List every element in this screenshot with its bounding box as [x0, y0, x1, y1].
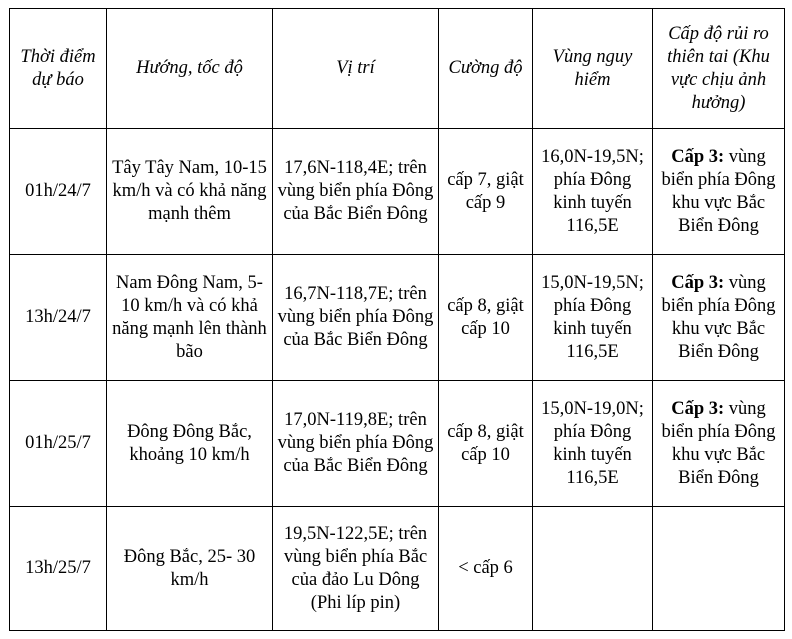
cell-time: 13h/25/7 — [10, 507, 107, 631]
cell-position: 16,7N-118,7E; trên vùng biển phía Đông của Bắc Biển Đông — [273, 255, 439, 381]
header-risk-level: Cấp độ rủi ro thiên tai (Khu vực chịu ảnh hưởng) — [653, 9, 785, 129]
cell-risk — [653, 507, 785, 631]
forecast-table — [9, 8, 785, 631]
risk-level-label: Cấp 3: — [671, 146, 725, 167]
cell-position: 17,6N-118,4E; trên vùng biển phía Đông của Bắc Biển Đông — [273, 129, 439, 255]
cell-intensity: cấp 7, giật cấp 9 — [439, 129, 533, 255]
risk-area-text: vùng biển phía Đông khu vực Bắc Biển Đông — [661, 272, 776, 362]
risk-area-text: vùng biển phía Đông khu vực Bắc Biển Đông — [661, 398, 776, 488]
header-position: Vị trí — [273, 9, 439, 129]
header-direction-speed: Hướng, tốc độ — [107, 9, 273, 129]
cell-intensity: cấp 8, giật cấp 10 — [439, 255, 533, 381]
cell-risk — [653, 129, 785, 255]
cell-time: 01h/24/7 — [10, 129, 107, 255]
cell-risk — [653, 255, 785, 381]
cell-time: 01h/25/7 — [10, 381, 107, 507]
header-danger-zone: Vùng nguy hiểm — [533, 9, 653, 129]
cell-intensity: cấp 8, giật cấp 10 — [439, 381, 533, 507]
cell-time: 13h/24/7 — [10, 255, 107, 381]
cell-danger-zone: 16,0N-19,5N; phía Đông kinh tuyến 116,5E — [533, 129, 653, 255]
risk-level-label: Cấp 3: — [671, 272, 725, 293]
cell-direction: Đông Đông Bắc, khoảng 10 km/h — [107, 381, 273, 507]
cell-danger-zone: 15,0N-19,0N; phía Đông kinh tuyến 116,5E — [533, 381, 653, 507]
table-row — [10, 129, 785, 255]
table-row — [10, 381, 785, 507]
header-forecast-time: Thời điểm dự báo — [10, 9, 107, 129]
cell-position: 17,0N-119,8E; trên vùng biển phía Đông của Bắc Biển Đông — [273, 381, 439, 507]
table-header-row — [10, 9, 785, 129]
cell-position: 19,5N-122,5E; trên vùng biển phía Bắc của đảo Lu Dông (Phi líp pin) — [273, 507, 439, 631]
risk-area-text: vùng biển phía Đông khu vực Bắc Biển Đông — [661, 146, 776, 236]
cell-intensity: < cấp 6 — [439, 507, 533, 631]
table-row — [10, 255, 785, 381]
cell-danger-zone: 15,0N-19,5N; phía Đông kinh tuyến 116,5E — [533, 255, 653, 381]
cell-danger-zone — [533, 507, 653, 631]
table-row — [10, 507, 785, 631]
header-intensity: Cường độ — [439, 9, 533, 129]
cell-risk — [653, 381, 785, 507]
cell-direction: Đông Bắc, 25- 30 km/h — [107, 507, 273, 631]
risk-level-label: Cấp 3: — [671, 398, 725, 419]
cell-direction: Tây Tây Nam, 10-15 km/h và có khả năng mạnh thêm — [107, 129, 273, 255]
cell-direction: Nam Đông Nam, 5-10 km/h và có khả năng mạnh lên thành bão — [107, 255, 273, 381]
